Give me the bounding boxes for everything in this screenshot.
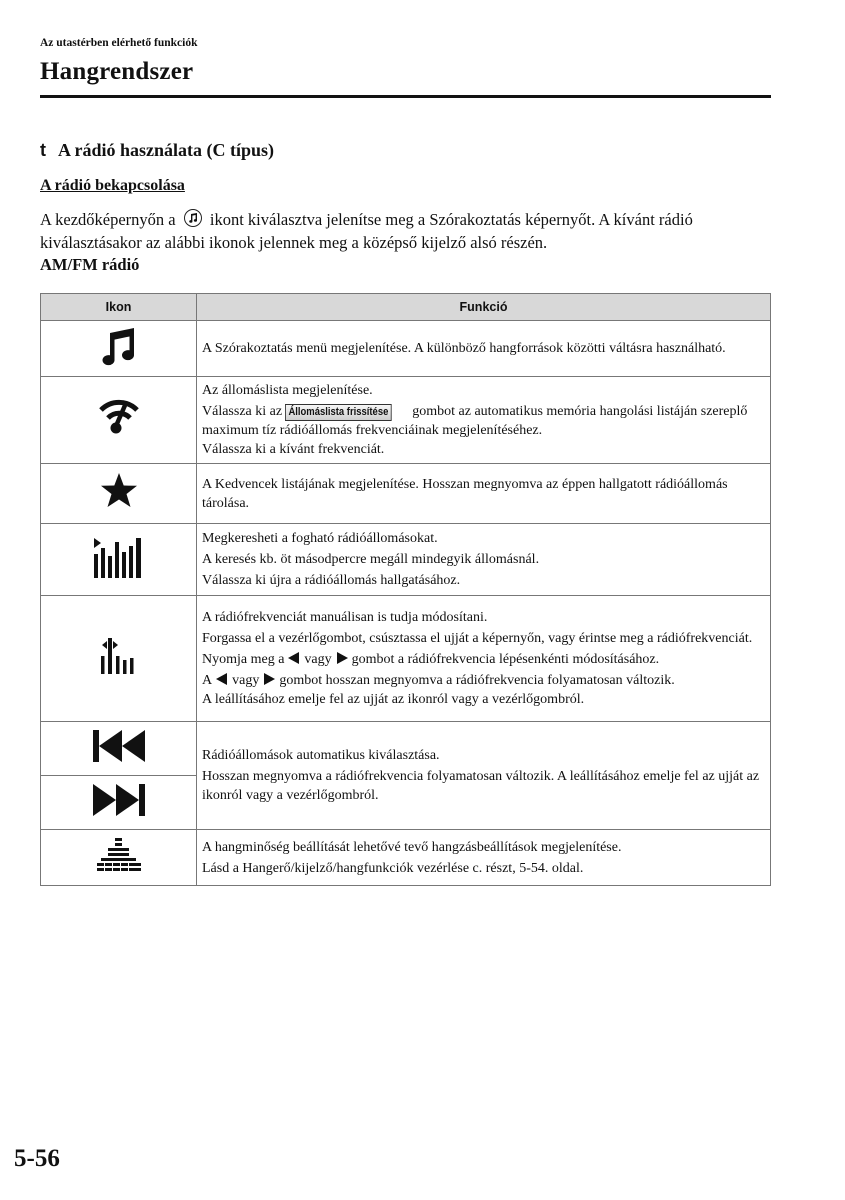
title-divider (40, 95, 771, 98)
function-text: A (202, 673, 213, 688)
icon-cell (41, 377, 197, 464)
column-header-icon: Ikon (41, 294, 197, 321)
function-text: A Szórakoztatás menü megjelenítése. A különböző hangforrások közötti váltásra használható. (202, 341, 726, 356)
function-text-after: gombot az automatikus memória hangolási listáján szereplő maximum tíz rádióállomás frekvenciáinak megjelenítéséhez. (202, 404, 748, 438)
table-row (41, 830, 771, 886)
table-header-row (41, 294, 771, 321)
music-note-icon (99, 325, 139, 367)
intro-paragraph (40, 208, 780, 254)
band-heading: AM/FM rádió (40, 255, 140, 274)
function-cell (197, 830, 771, 886)
function-text: vagy (232, 673, 260, 688)
function-text: A keresés kb. öt másodpercre megáll mindegyik állomásnál. (202, 552, 540, 567)
equalizer-icon (96, 837, 142, 873)
function-text: vagy (304, 652, 332, 667)
function-text: Az állomáslista megjelenítése. (202, 383, 373, 398)
function-text (202, 650, 765, 669)
icon-cell (41, 596, 197, 722)
function-text: A Kedvencek listájának megjelenítése. Hosszan megnyomva az éppen hallgatott rádióállomás tárolása. (202, 476, 728, 511)
function-text: Forgassa el a vezérlőgombot, csúsztassa el ujját a képernyőn, vagy érintse meg a rádiófrekvenciát. (202, 631, 753, 646)
icon-cell (41, 830, 197, 886)
section-marker: t (40, 140, 46, 160)
icon-cell (41, 524, 197, 596)
function-text: Válassza ki a kívánt frekvenciát. (202, 442, 385, 457)
page-number: 5-56 (14, 1145, 60, 1172)
function-text (202, 671, 765, 709)
music-note-icon (184, 209, 202, 227)
page-title: Hangrendszer (40, 58, 194, 85)
function-table (40, 293, 771, 886)
left-triangle-icon (215, 672, 229, 686)
function-text: Hosszan megnyomva a rádiófrekvencia folyamatosan változik. A leállításához emelje fel az ujját az ikonról vagy a vezérlőgombról. (202, 769, 760, 803)
function-text: gombot a rádiófrekvencia lépésenkénti módosításához. (351, 652, 660, 667)
function-cell (197, 321, 771, 377)
function-cell (197, 377, 771, 464)
radio-signal-icon (97, 393, 141, 441)
function-text: Lásd a Hangerő/kijelző/hangfunkciók vezérlése c. részt, 5-54. oldal. (202, 860, 584, 876)
section-heading (40, 140, 274, 161)
icon-cell (41, 776, 197, 830)
table-row (41, 524, 771, 596)
table-row (41, 321, 771, 377)
icon-cell (41, 464, 197, 524)
function-text: A leállításához emelje fel az ujját az ikonról vagy a vezérlőgombról. (202, 692, 585, 707)
right-triangle-icon (335, 651, 349, 665)
function-cell (197, 596, 771, 722)
function-text: Megkeresheti a fogható rádióállomásokat. (202, 531, 438, 546)
function-text (202, 402, 765, 459)
table-row (41, 464, 771, 524)
function-cell (197, 464, 771, 524)
subheading: A rádió bekapcsolása (40, 177, 185, 194)
table-row (41, 377, 771, 464)
function-cell (197, 524, 771, 596)
function-text: gombot hosszan megnyomva a rádiófrekvencia folyamatosan változik. (279, 673, 675, 688)
function-cell (197, 722, 771, 830)
breadcrumb: Az utastérben elérhető funkciók (40, 37, 198, 49)
seek-back-icon (91, 728, 147, 764)
table-row (41, 722, 771, 776)
intro-text-after: ikont kiválasztva jelenítse meg a Szórakoztatás képernyőt. A kívánt rádió kiválasztásakor az alábbi ikonok jelennek meg a középső kijelző alsó részén. (40, 210, 693, 252)
function-text: A hangminőség beállítását lehetővé tevő hangzásbeállítások megjelenítése. (202, 839, 622, 855)
scan-icon (92, 534, 146, 580)
function-text-before: Válassza ki az (202, 404, 283, 419)
star-icon (99, 472, 139, 510)
function-text: Válassza ki újra a rádióállomás hallgatásához. (202, 573, 461, 588)
icon-cell (41, 321, 197, 377)
manual-tune-icon (99, 636, 139, 676)
section-heading-text: A rádió használata (C típus) (58, 140, 275, 160)
column-header-function: Funkció (197, 294, 771, 321)
station-list-refresh-button: Állomáslista frissítése (285, 404, 392, 421)
seek-forward-icon (91, 782, 147, 818)
left-triangle-icon (287, 651, 301, 665)
table-row (41, 596, 771, 722)
intro-text-before: A kezdőképernyőn a (40, 210, 176, 229)
right-triangle-icon (262, 672, 276, 686)
icon-cell (41, 722, 197, 776)
function-text: Rádióállomások automatikus kiválasztása. (202, 748, 440, 763)
function-text: A rádiófrekvenciát manuálisan is tudja módosítani. (202, 610, 488, 625)
function-text: Nyomja meg a (202, 652, 285, 667)
